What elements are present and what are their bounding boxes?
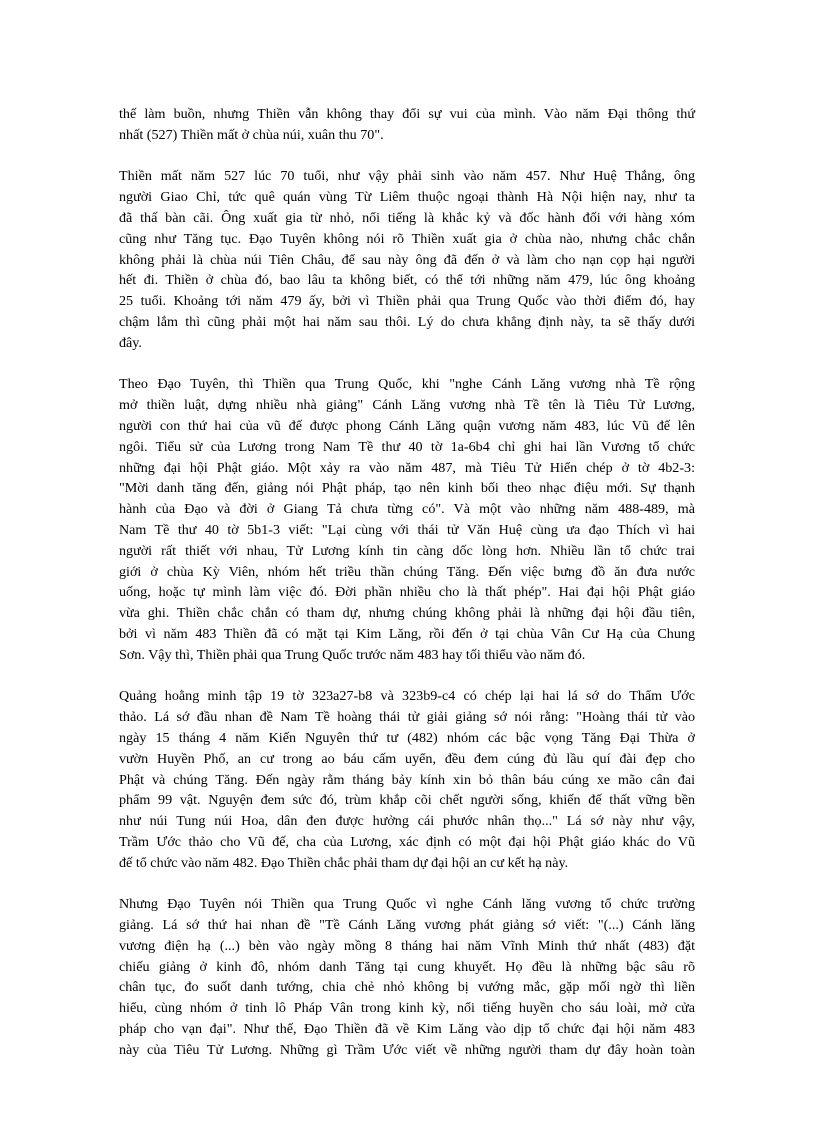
text-line: người Giao Chỉ, tức quê quán vùng Từ Liêm thuộc ngoại thành Hà Nội hiện nay, như ta bbox=[119, 189, 695, 206]
text-line: người rất thiết với nhau, Tử Lương kính tin càng dốc lòng hơn. Nhiều lần tổ chức trai bbox=[119, 542, 695, 559]
text-line: này của Tiêu Tử Lương. Những gì Trầm Ước viết về những người tham dự đây hoàn toàn bbox=[119, 1041, 695, 1058]
paragraph-2 bbox=[119, 166, 695, 353]
text-line: như núi Tung núi Hoa, dân đen được hưởng cái phước nhân thọ..." Lá sớ này như vậy, bbox=[119, 813, 695, 830]
text-line: chiếu giảng ở kinh đô, nhóm danh Tăng tại cung khuyết. Họ đều là những bậc sâu rõ bbox=[119, 958, 695, 975]
text-line: Thiền mất năm 527 lúc 70 tuổi, như vậy phải sinh vào năm 457. Như Huệ Thắng, ông bbox=[119, 168, 695, 185]
text-line: 25 tuổi. Khoảng tới năm 479 ấy, bởi vì Thiền phải qua Trung Quốc vào thời điểm đó, hay bbox=[119, 293, 695, 310]
text-line: Nam Tề thư 40 tờ 5b1-3 viết: "Lại cùng với thái tử Văn Huệ cùng ưa đạo Thích vì hai bbox=[119, 521, 695, 538]
text-line: thế làm buồn, nhưng Thiền vẫn không thay đổi sự vui của mình. Vào năm Đại thông thứ bbox=[119, 106, 695, 122]
text-line: giới ở chùa Kỳ Viên, nhóm hết triều thần chúng Tăng. Đến việc bưng đồ ăn đưa nước bbox=[119, 563, 695, 580]
text-line: vừa ghi. Thiền chắc chắn có tham dự, nhưng chúng không phải là những đại hội đầu tiên, bbox=[119, 605, 695, 622]
text-line: hành của Đạo và đời ở Giang Tả chưa từng có". Và một vào những năm 488-489, mà bbox=[119, 501, 695, 518]
text-line: pháp cho vạn đại". Như thế, Đạo Thiền đã về Kim Lăng vào dịp tổ chức đại hội năm 483 bbox=[119, 1021, 695, 1038]
text-line: người con thứ hai của vũ đế được phong Cánh Lăng quận vương năm 483, lúc Vũ đế lên bbox=[119, 417, 695, 434]
text-line: Sơn. Vậy thì, Thiền phải qua Trung Quốc trước năm 483 hay tối thiểu vào năm đó. bbox=[119, 646, 586, 663]
text-line: đế tổ chức vào năm 482. Đạo Thiền chắc phải tham dự đại hội an cư kết hạ này. bbox=[119, 854, 569, 871]
paragraph-1 bbox=[119, 104, 695, 146]
text-line: bởi vì năm 483 Thiền đã có mặt tại Kim Lăng, rồi đến ở tại chùa Vân Cư Hạ của Chung bbox=[119, 625, 695, 642]
text-line: đây. bbox=[119, 334, 142, 351]
text-line: cũng như Tăng tục. Đạo Tuyên không nói rõ Thiền xuất gia ở chùa nào, nhưng chắc chắn bbox=[119, 230, 695, 247]
text-line: uống, hoặc tự mình làm việc đó. Đời phần nhiều cho là thất phép". Hai đại hội Phật giáo bbox=[119, 584, 695, 601]
paragraph-3 bbox=[119, 374, 695, 665]
text-line: đã thấ bàn cãi. Ông xuất gia từ nhỏ, nổi tiếng là khắc kỷ và đốc hành đối với hàng xóm bbox=[119, 209, 695, 226]
text-line: Phật và chúng Tăng. Đến ngày rằm tháng bảy kính xin bỏ thân báu cúng xe mão cân đai bbox=[119, 771, 695, 788]
paragraph-5 bbox=[119, 894, 695, 1060]
text-line: Theo Đạo Tuyên, thì Thiền qua Trung Quốc, khi "nghe Cánh Lăng vương nhà Tề rộng bbox=[119, 376, 695, 393]
document-page bbox=[119, 104, 695, 1081]
text-line: giảng. Lá sớ thứ hai nhan đề "Tề Cánh Lăng vương phát giảng sớ viết: "(...) Cánh lăng bbox=[119, 917, 695, 934]
text-line: Trầm Ước thảo cho Vũ đế, cha của Lương, xác định có một đại hội Phật giáo khác do Vũ bbox=[119, 833, 695, 850]
text-line: những đại hội Phật giáo. Một xảy ra vào năm 487, mà Tiêu Tử Hiển chép ở tờ 4b2-3: bbox=[119, 459, 695, 476]
text-line: vương điện hạ (...) bèn vào ngày mồng 8 tháng hai năm Vĩnh Minh thứ nhất (483) đặt bbox=[119, 937, 695, 954]
text-line: Nhưng Đạo Tuyên nói Thiền qua Trung Quốc vì nghe Cánh lăng vương tổ chức trường bbox=[119, 896, 695, 913]
paragraph-4 bbox=[119, 686, 695, 873]
text-line: vườn Huyền Phố, an cư trong ao báu cấm uyển, đều đem cúng đủ lầu quí đài đẹp cho bbox=[119, 750, 695, 767]
text-line: hiểu, cùng nhóm ở tinh lô Pháp Vân trong kinh kỳ, nổi tiếng huyền cho sáu loài, mở cửa bbox=[119, 1000, 695, 1017]
text-line: hết đi. Thiền ở chùa đó, bao lâu ta không biết, có thể tới những năm 479, lúc ông khoảng bbox=[119, 272, 695, 289]
text-line: phẩm 99 vật. Nguyện đem sức đó, trùm khắp cõi chết người sống, khiến đế thất vững bền bbox=[119, 792, 695, 809]
text-line: mở thiền luật, dựng nhiều nhà giảng" Cánh Lăng vương nhà Tề tên là Tiêu Tử Lương, bbox=[119, 397, 695, 414]
text-line: ngày 15 tháng 4 năm Kiến Nguyên thứ tư (482) nhóm các bậc vọng Tăng Đại Thừa ở bbox=[119, 729, 695, 746]
text-line: chân tục, đo suốt danh tướng, chia chẻ nhỏ không bị vướng mắc, gặp mối ngờ thì liền bbox=[119, 979, 695, 996]
text-line: không phải là chùa núi Tiên Châu, để sau này ông đã đến ở và làm cho nạn cọp hại người bbox=[119, 251, 695, 268]
text-line: ngôi. Tiểu sử của Lương trong Nam Tề thư 40 tờ 1a-6b4 chỉ ghi hai lần Vương tổ chức bbox=[119, 438, 695, 455]
text-line: chậm lắm thì cũng phải một hai năm sau thôi. Lý do chưa khẳng định này, ta sẽ thấy dưới bbox=[119, 313, 695, 330]
text-line: Quảng hoằng minh tập 19 tờ 323a27-b8 và 323b9-c4 có chép lại hai lá sớ do Thẩm Ước bbox=[119, 688, 695, 705]
text-line: nhất (527) Thiền mất ở chùa núi, xuân thu 70". bbox=[119, 126, 384, 143]
text-line: thảo. Lá sớ đầu nhan đề Nam Tề hoàng thái tử giải giảng sớ nói rằng: "Hoàng thái tử vào bbox=[119, 709, 695, 726]
text-line: "Mời danh tăng đến, giảng nói Phật pháp, tạo nên kinh bối theo nhạc điệu mới. Sự thạnh bbox=[119, 480, 695, 497]
